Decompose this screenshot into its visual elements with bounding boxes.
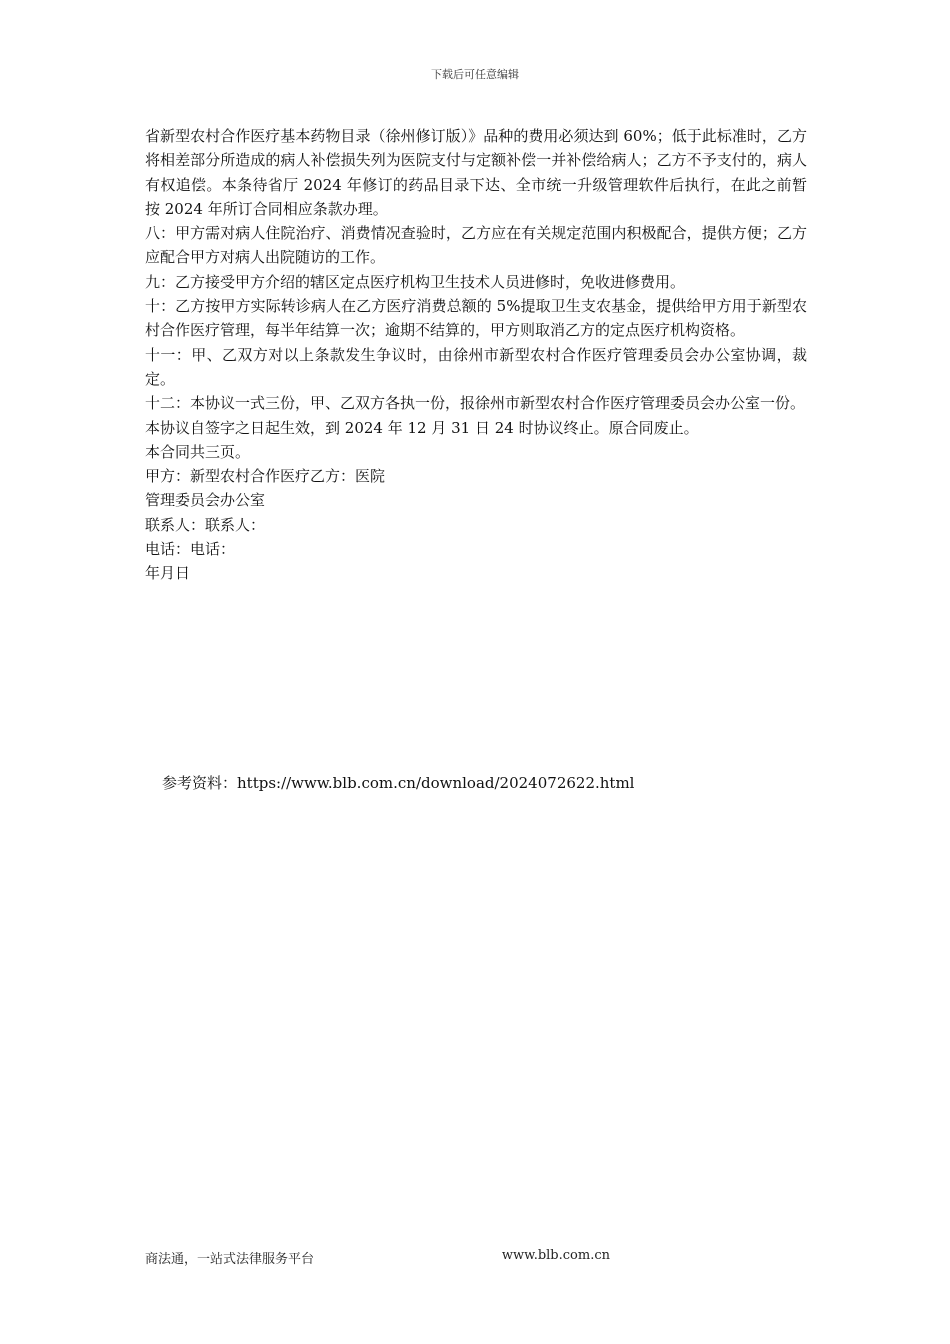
paragraph-effective-date: 本协议自签字之日起生效，到 2024 年 12 月 31 日 24 时协议终止。原合同废止。 bbox=[145, 418, 699, 437]
reference-link[interactable]: 参考资料：https://www.blb.com.cn/download/2024072622.html bbox=[162, 774, 635, 792]
page-header: 下载后可任意编辑 bbox=[431, 68, 519, 81]
paragraph-page-count: 本合同共三页。 bbox=[145, 442, 251, 461]
paragraph-clause-11: 十一：甲、乙双方对以上条款发生争议时，由徐州市新型农村合作医疗管理委员会办公室协调，裁定。 bbox=[145, 345, 807, 388]
paragraph-clause-8: 八：甲方需对病人住院治疗、消费情况查验时，乙方应在有关规定范围内积极配合，提供方便；乙方应配合甲方对病人出院随访的工作。 bbox=[145, 224, 807, 267]
signature-date: 年月日 bbox=[145, 564, 191, 583]
paragraph-clause-10: 十：乙方按甲方实际转诊病人在乙方医疗消费总额的 5%提取卫生支农基金，提供给甲方用于新型农村合作医疗管理，每半年结算一次；逾期不结算的，甲方则取消乙方的定点医疗机构资格。 bbox=[145, 297, 807, 340]
signature-contacts: 联系人：联系人： bbox=[145, 515, 266, 534]
footer-website[interactable]: www.blb.com.cn bbox=[501, 1248, 610, 1263]
signature-phones: 电话：电话： bbox=[145, 540, 236, 559]
document-body bbox=[145, 124, 807, 586]
paragraph-clause-12: 十二：本协议一式三份，甲、乙双方各执一份，报徐州市新型农村合作医疗管理委员会办公室一份。 bbox=[145, 394, 806, 413]
footer-brand-text: 商法通，一站式法律服务平台 bbox=[145, 1252, 315, 1267]
signature-parties: 甲方：新型农村合作医疗乙方：医院 bbox=[145, 467, 386, 486]
paragraph-clause-9: 九：乙方接受甲方介绍的辖区定点医疗机构卫生技术人员进修时，免收进修费用。 bbox=[145, 272, 686, 291]
paragraph-drug-catalog-clause: 省新型农村合作医疗基本药物目录（徐州修订版）》品种的费用必须达到 60%；低于此标准时，乙方将相差部分所造成的病人补偿损失列为医院支付与定额补偿一并补偿给病人；乙方不予支付的，病人有权追偿。本条待省厅 2024 年修订的药品目录下达、全市统一升级管理软件后执行，在此之前暂按 2024 年所订合同相应条款办理。 bbox=[145, 127, 807, 218]
signature-party-a-office: 管理委员会办公室 bbox=[145, 491, 266, 510]
